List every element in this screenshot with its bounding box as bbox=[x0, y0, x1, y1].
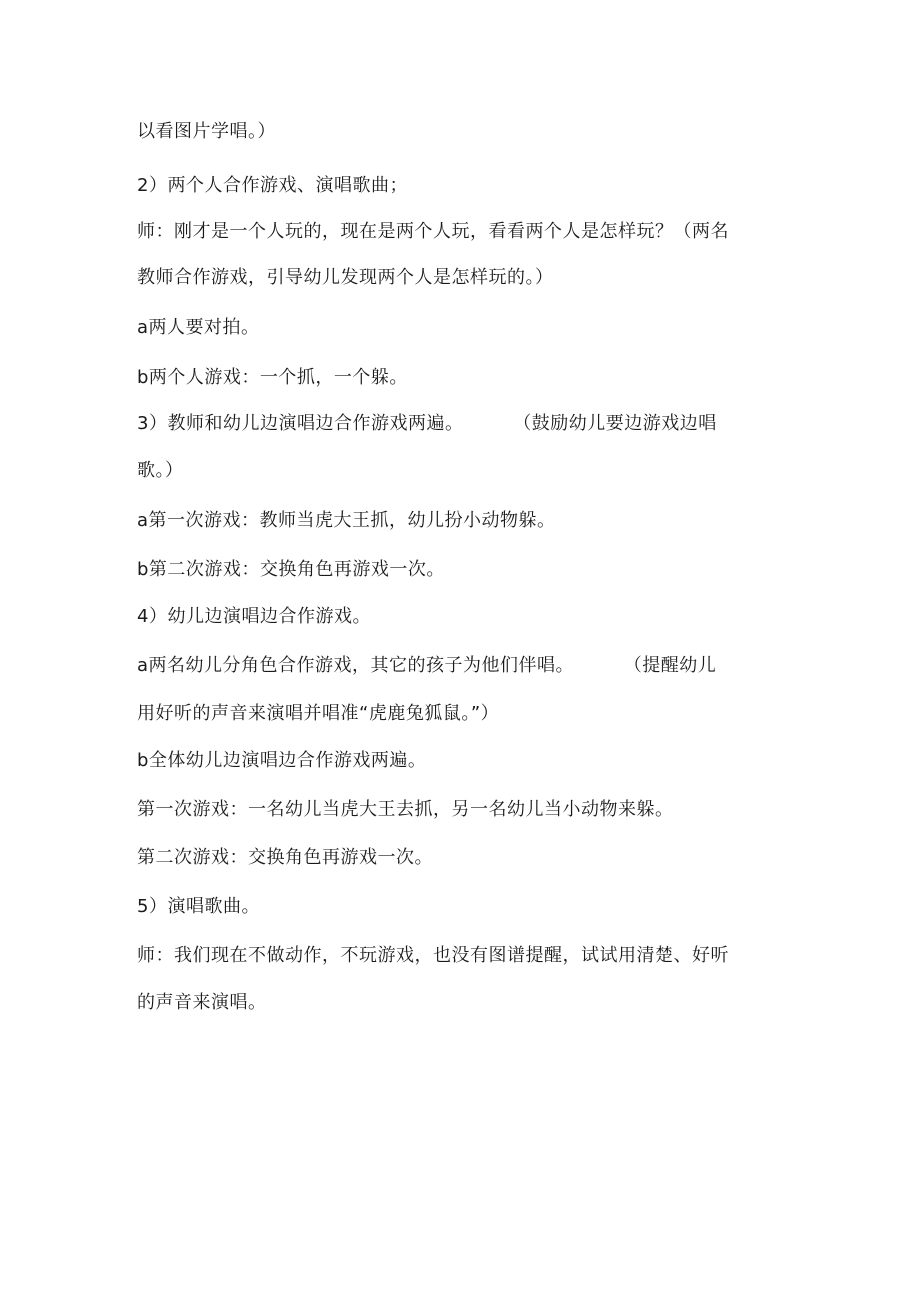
text-line: 4）幼儿边演唱边合作游戏。 bbox=[137, 606, 371, 627]
text-line: 2）两个人合作游戏、演唱歌曲； bbox=[137, 175, 408, 196]
text-line: a两人要对拍。 bbox=[137, 317, 260, 338]
text-line: 师：刚才是一个人玩的，现在是两个人玩，看看两个人是怎样玩？（两名 bbox=[137, 221, 729, 242]
text-line: a两名幼儿分角色合作游戏，其它的孩子为他们伴唱。 （提醒幼儿 bbox=[137, 655, 717, 676]
text-line: 用好听的声音来演唱并唱准“虎鹿兔狐鼠。”） bbox=[137, 703, 500, 724]
text-line: 的声音来演唱。 bbox=[137, 992, 267, 1013]
text-line: 教师合作游戏，引导幼儿发现两个人是怎样玩的。） bbox=[137, 267, 554, 288]
text-line: 歌。） bbox=[137, 460, 184, 481]
text-line: 3）教师和幼儿边演唱边合作游戏两遍。 （鼓励幼儿要边游戏边唱 bbox=[137, 413, 717, 434]
text-line: 以看图片学唱。） bbox=[137, 121, 276, 142]
text-line: b两个人游戏：一个抓，一个躲。 bbox=[137, 367, 408, 388]
text-line: b第二次游戏：交换角色再游戏一次。 bbox=[137, 559, 445, 580]
text-line: 第二次游戏：交换角色再游戏一次。 bbox=[137, 847, 433, 868]
text-line: 第一次游戏：一名幼儿当虎大王去抓，另一名幼儿当小动物来躲。 bbox=[137, 799, 674, 820]
text-line: a第一次游戏：教师当虎大王抓，幼儿扮小动物躲。 bbox=[137, 510, 556, 531]
text-line: 5）演唱歌曲。 bbox=[137, 896, 260, 917]
text-line: 师：我们现在不做动作，不玩游戏，也没有图谱提醒，试试用清楚、好听 bbox=[137, 945, 729, 966]
text-line: b全体幼儿边演唱边合作游戏两遍。 bbox=[137, 750, 427, 771]
